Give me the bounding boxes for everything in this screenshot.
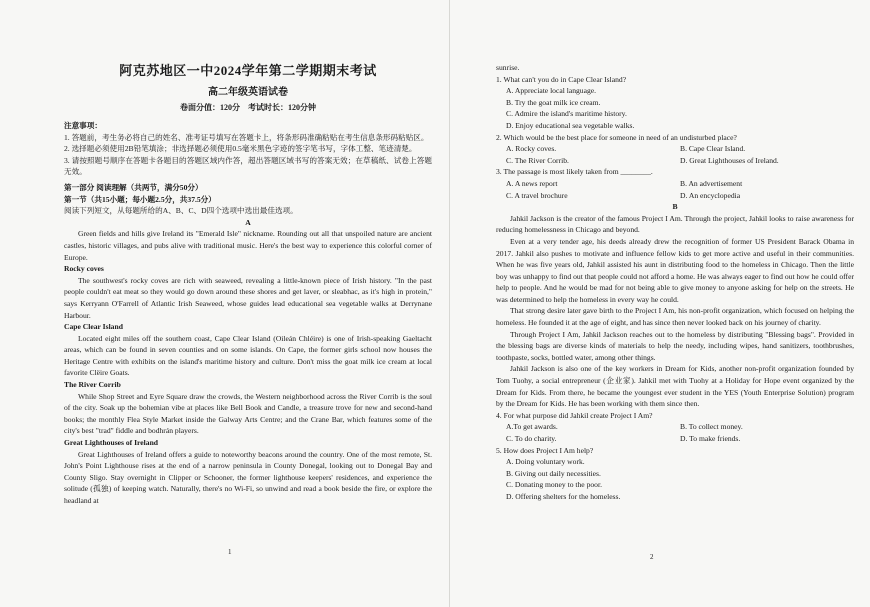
exam-subtitle: 高二年级英语试卷 — [208, 87, 288, 98]
passage-a-heading: Rocky coves — [64, 264, 104, 274]
question-option: B. An advertisement — [680, 178, 743, 188]
option-row — [496, 155, 854, 167]
passage-b-paragraph: Jahkil Jackson is the creator of the famous Project I Am. Through the project, Jahkil looks to raise awareness for reducing homelessness in Chicago and beyond. — [496, 213, 854, 235]
passage-b-paragraph: Through Project I Am, Jahkil Jackson reaches out to the homeless by distributing "Blessing bags". Provided in the blessing bags are diverse kinds of materials to help the needy, including wipes, hand sanitizers, toothbrushes, toothpaste, socks, bottled water, among other things. — [496, 329, 854, 362]
question-stem: 3. The passage is most likely taken from ________. — [496, 167, 653, 177]
passage-a-heading: Cape Clear Island — [64, 322, 123, 332]
left-column — [64, 62, 432, 507]
passage-a-intro: Green fields and hills give Ireland its "Emerald Isle" nickname. Rounding out all that unspoiled nature are ancient castles, historic villages, and pubs alive with traditional music. Here's the best way to experience this colorful corner of Europe. — [64, 229, 432, 262]
page-number-left: 1 — [228, 548, 232, 556]
passage-b-paragraph: Even at a very tender age, his deeds already drew the recognition of former US President Barack Obama in 2017. Jahkil also pushes to motivate and influence fellow kids to get more active and useful in their communities. When he was five years old, Jahkil assisted his aunt in distributing food to the homeless in Chicago. Then the little boy was unhappy to find out that people could not afford a home. He was always eager to find out how he could offer help to people. And he would be mad for not being able to give money to anyone asking for help on the streets. He was determined to help the homeless in every way he could. — [496, 236, 854, 304]
option-row — [496, 421, 854, 433]
question-stem: 2. Which would be the best place for someone in need of an undisturbed place? — [496, 132, 737, 142]
question-option: B. Cape Clear Island. — [680, 144, 746, 154]
passage-b-label: B — [672, 202, 678, 212]
notes-heading: 注意事项： — [64, 121, 102, 130]
passage-a-paragraph: The southwest's rocky coves are rich with seaweed, revealing a little-known piece of Irish history. "In the past people couldn't eat meat so they would go down around these shores and get laver, or sleabhac, as it's high in protein," says Kerryann O'Farrell of Atlantic Irish Seaweed, whose guides lead educational sea vegetable walks at Derrynane Harbour. — [64, 275, 432, 320]
option-row — [496, 178, 854, 190]
question-option: D. An encyclopedia — [680, 190, 741, 200]
question-option: D. Enjoy educational sea vegetable walks. — [506, 120, 635, 130]
part-heading: 第一部分 阅读理解（共两节，满分50分） — [64, 182, 203, 192]
page-number-right: 2 — [650, 553, 654, 561]
question-option: A. Rocky coves. — [506, 144, 557, 154]
passage-a-paragraph: Located eight miles off the southern coast, Cape Clear Island (Oileán Chléire) is one of Irish-speaking Gaeltacht areas, which can be found in seven counties and on some islands. On Cape, the former girls school now houses the Heritage Centre with exhibits on the island's maritime history and culture. Don't miss the goat milk ice cream at local favorite Clëire Goats. — [64, 333, 432, 378]
option-row — [496, 190, 854, 202]
note-item: 3. 请按照题号顺序在答题卡各题目的答题区域内作答，超出答题区域书写的答案无效；在草稿纸、试卷上答题无效。 — [64, 155, 432, 177]
right-column — [496, 62, 854, 503]
question-stem: 5. How does Project I Am help? — [496, 445, 594, 455]
question-option: D. Offering shelters for the homeless. — [506, 491, 621, 501]
question-option: B. Try the goat milk ice cream. — [506, 97, 601, 107]
question-option: C. The River Corrib. — [506, 155, 569, 165]
passage-b-paragraph: Jahkil Jackson is also one of the key workers in Dream for Kids, another non-profit organization founded by Tom Tuohy, a social entrepreneur (企业家). Jahkil met with Tuohy at a Holiday for Hope event organized by the Dream for Kids. From there, he became the youngest ever student in the YES (Youth Enterprise Solution) program by the Dream for Kids. He has been working with them since then. — [496, 364, 854, 409]
passage-a-label: A — [245, 217, 251, 227]
question-option: D. Great Lighthouses of Ireland. — [680, 155, 779, 165]
question-option: B. To collect money. — [680, 422, 743, 432]
passage-a-heading: The River Corrib — [64, 380, 121, 390]
section-instruction: 阅读下列短文，从每题所给的A、B、C、D四个选项中选出最佳选项。 — [64, 206, 298, 216]
question-option: B. Giving out daily necessities. — [506, 468, 601, 478]
question-option: A. Appreciate local language. — [506, 86, 597, 96]
option-row — [496, 143, 854, 155]
passage-a-continuation: sunrise. — [496, 63, 520, 72]
passage-b-paragraph: That strong desire later gave birth to the Project I Am, his non-profit organization, which focused on helping the homeless. He founded it at the age of eight, and has since then never looked back on his journey of charity. — [496, 306, 854, 328]
exam-meta: 卷面分值：120分 考试时长：120分钟 — [180, 103, 316, 112]
note-item: 1. 答题前，考生务必将自己的姓名、准考证号填写在答题卡上，将条形码准确粘贴在考生信息条形码粘贴区。 — [64, 132, 429, 142]
question-option: A. A news report — [506, 178, 558, 188]
question-stem: 1. What can't you do in Cape Clear Island? — [496, 74, 627, 84]
question-option: C. To do charity. — [506, 434, 557, 443]
question-option: C. Admire the island's maritime history. — [506, 109, 627, 119]
passage-a-paragraph: While Shop Street and Eyre Square draw the crowds, the Western neighborhood across the River Corrib is the soul of the city. Soak up the bohemian vibe at places like Bell Book and Candle, a treasure trove for new and second-hand books; the monthly Flea Style Market inside the Galway Arts Centre; and the Crane Bar, which features some of the city's best "trad" fiddle and bodhrán players. — [64, 391, 432, 436]
question-option: A.To get awards. — [506, 422, 558, 432]
exam-title: 阿克苏地区一中2024学年第二学期期末考试 — [119, 63, 377, 78]
question-stem: 4. For what purpose did Jahkil create Project I Am? — [496, 410, 653, 420]
question-option: A. Doing voluntary work. — [506, 457, 585, 467]
question-option: C. A travel brochure — [506, 190, 568, 200]
option-row — [496, 433, 854, 445]
note-item: 2. 选择题必须使用2B铅笔填涂；非选择题必须使用0.5毫米黑色字迹的签字笔书写，字体工整、笔迹清楚。 — [64, 144, 417, 154]
question-option: C. Donating money to the poor. — [506, 480, 602, 490]
section-heading: 第一节（共15小题；每小题2.5分，共37.5分） — [64, 194, 216, 204]
passage-a-heading: Great Lighthouses of Ireland — [64, 438, 159, 448]
passage-a-paragraph: Great Lighthouses of Ireland offers a guide to noteworthy beacons around the country. One of the most remote, St. John's Point Lighthouse rises at the end of a narrow peninsula in County Donegal, looking out to Donegal Bay and County Sligo. Stay overnight in Clipper or Schooner, the former lighthouse keepers' residences, and experience the solitude (孤独) of keeping watch. Naturally, there's no Wi-Fi, so unwind and read a book beside the fire, or explore the headland at — [64, 449, 432, 505]
question-option: D. To make friends. — [680, 434, 741, 443]
page-right — [450, 0, 870, 607]
